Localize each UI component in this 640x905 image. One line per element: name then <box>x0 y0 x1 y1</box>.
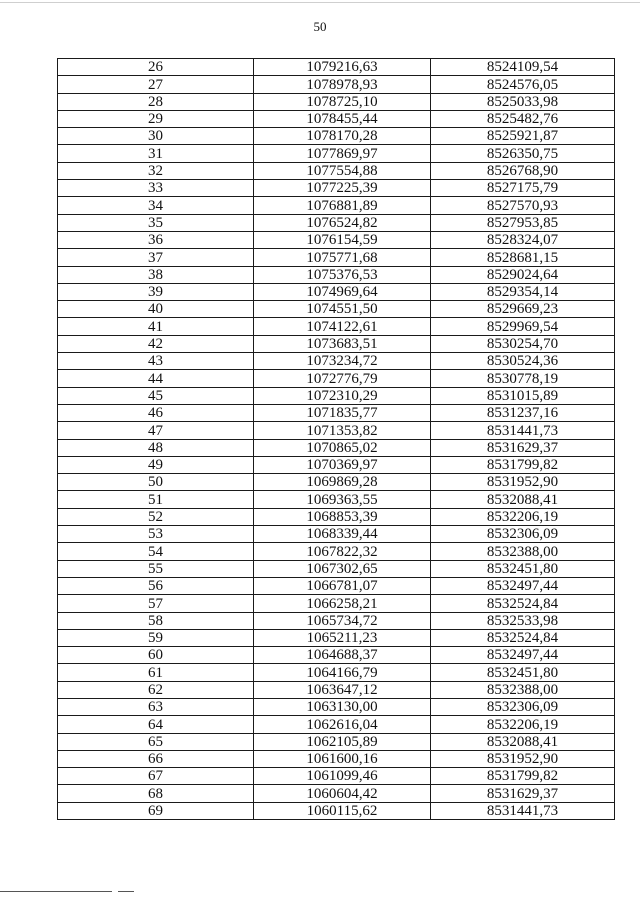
y-coordinate-cell: 8528681,15 <box>431 249 615 266</box>
point-number-cell: 43 <box>58 353 254 370</box>
table-row <box>58 128 615 145</box>
x-coordinate-cell: 1064166,79 <box>254 664 431 681</box>
point-number-cell: 42 <box>58 335 254 352</box>
table-row <box>58 214 615 231</box>
x-coordinate-cell: 1061099,46 <box>254 768 431 785</box>
table-row <box>58 595 615 612</box>
y-coordinate-cell: 8529024,64 <box>431 266 615 283</box>
table-row <box>58 197 615 214</box>
point-number-cell: 55 <box>58 560 254 577</box>
y-coordinate-cell: 8531629,37 <box>431 785 615 802</box>
x-coordinate-cell: 1062616,04 <box>254 716 431 733</box>
table-row <box>58 629 615 646</box>
table-row <box>58 353 615 370</box>
point-number-cell: 65 <box>58 733 254 750</box>
x-coordinate-cell: 1072310,29 <box>254 387 431 404</box>
table-row <box>58 335 615 352</box>
point-number-cell: 61 <box>58 664 254 681</box>
x-coordinate-cell: 1078455,44 <box>254 110 431 127</box>
y-coordinate-cell: 8532306,09 <box>431 526 615 543</box>
coordinates-table-body <box>58 59 615 820</box>
x-coordinate-cell: 1063130,00 <box>254 698 431 715</box>
point-number-cell: 33 <box>58 180 254 197</box>
y-coordinate-cell: 8530778,19 <box>431 370 615 387</box>
y-coordinate-cell: 8532533,98 <box>431 612 615 629</box>
x-coordinate-cell: 1060604,42 <box>254 785 431 802</box>
point-number-cell: 52 <box>58 508 254 525</box>
y-coordinate-cell: 8532524,84 <box>431 629 615 646</box>
y-coordinate-cell: 8529969,54 <box>431 318 615 335</box>
table-row <box>58 526 615 543</box>
table-row <box>58 577 615 594</box>
table-row <box>58 145 615 162</box>
y-coordinate-cell: 8525921,87 <box>431 128 615 145</box>
footer-rule-short <box>118 891 134 892</box>
point-number-cell: 54 <box>58 543 254 560</box>
y-coordinate-cell: 8531441,73 <box>431 422 615 439</box>
table-row <box>58 422 615 439</box>
x-coordinate-cell: 1078170,28 <box>254 128 431 145</box>
y-coordinate-cell: 8526350,75 <box>431 145 615 162</box>
table-row <box>58 750 615 767</box>
y-coordinate-cell: 8530254,70 <box>431 335 615 352</box>
table-row <box>58 370 615 387</box>
x-coordinate-cell: 1067822,32 <box>254 543 431 560</box>
point-number-cell: 66 <box>58 750 254 767</box>
table-row <box>58 404 615 421</box>
y-coordinate-cell: 8532497,44 <box>431 647 615 664</box>
table-row <box>58 93 615 110</box>
point-number-cell: 57 <box>58 595 254 612</box>
table-row <box>58 647 615 664</box>
page-number: 50 <box>313 19 327 34</box>
y-coordinate-cell: 8532451,80 <box>431 664 615 681</box>
table-row <box>58 283 615 300</box>
table-row <box>58 266 615 283</box>
y-coordinate-cell: 8532088,41 <box>431 733 615 750</box>
x-coordinate-cell: 1062105,89 <box>254 733 431 750</box>
y-coordinate-cell: 8527570,93 <box>431 197 615 214</box>
y-coordinate-cell: 8532388,00 <box>431 681 615 698</box>
x-coordinate-cell: 1068339,44 <box>254 526 431 543</box>
table-row <box>58 456 615 473</box>
y-coordinate-cell: 8532206,19 <box>431 716 615 733</box>
y-coordinate-cell: 8531629,37 <box>431 439 615 456</box>
point-number-cell: 62 <box>58 681 254 698</box>
table-row <box>58 560 615 577</box>
point-number-cell: 32 <box>58 162 254 179</box>
x-coordinate-cell: 1077869,97 <box>254 145 431 162</box>
table-row <box>58 249 615 266</box>
x-coordinate-cell: 1068853,39 <box>254 508 431 525</box>
page-top-edge <box>0 2 640 3</box>
table-row <box>58 716 615 733</box>
point-number-cell: 35 <box>58 214 254 231</box>
point-number-cell: 37 <box>58 249 254 266</box>
y-coordinate-cell: 8532524,84 <box>431 595 615 612</box>
x-coordinate-cell: 1076524,82 <box>254 214 431 231</box>
footer-rule <box>0 891 112 892</box>
table-row <box>58 162 615 179</box>
table-row <box>58 612 615 629</box>
table-row <box>58 543 615 560</box>
x-coordinate-cell: 1071835,77 <box>254 404 431 421</box>
point-number-cell: 60 <box>58 647 254 664</box>
table-row <box>58 664 615 681</box>
point-number-cell: 68 <box>58 785 254 802</box>
y-coordinate-cell: 8524109,54 <box>431 59 615 76</box>
y-coordinate-cell: 8524576,05 <box>431 76 615 93</box>
y-coordinate-cell: 8531441,73 <box>431 802 615 819</box>
point-number-cell: 56 <box>58 577 254 594</box>
point-number-cell: 63 <box>58 698 254 715</box>
x-coordinate-cell: 1074122,61 <box>254 318 431 335</box>
x-coordinate-cell: 1076154,59 <box>254 231 431 248</box>
table-row <box>58 474 615 491</box>
table-row <box>58 491 615 508</box>
point-number-cell: 51 <box>58 491 254 508</box>
y-coordinate-cell: 8532206,19 <box>431 508 615 525</box>
point-number-cell: 28 <box>58 93 254 110</box>
x-coordinate-cell: 1064688,37 <box>254 647 431 664</box>
y-coordinate-cell: 8532497,44 <box>431 577 615 594</box>
point-number-cell: 58 <box>58 612 254 629</box>
point-number-cell: 46 <box>58 404 254 421</box>
x-coordinate-cell: 1067302,65 <box>254 560 431 577</box>
coordinates-table <box>57 58 615 820</box>
x-coordinate-cell: 1076881,89 <box>254 197 431 214</box>
x-coordinate-cell: 1063647,12 <box>254 681 431 698</box>
table-row <box>58 76 615 93</box>
x-coordinate-cell: 1069869,28 <box>254 474 431 491</box>
table-row <box>58 733 615 750</box>
point-number-cell: 45 <box>58 387 254 404</box>
x-coordinate-cell: 1074969,64 <box>254 283 431 300</box>
point-number-cell: 30 <box>58 128 254 145</box>
y-coordinate-cell: 8525033,98 <box>431 93 615 110</box>
point-number-cell: 26 <box>58 59 254 76</box>
x-coordinate-cell: 1073234,72 <box>254 353 431 370</box>
y-coordinate-cell: 8530524,36 <box>431 353 615 370</box>
y-coordinate-cell: 8532388,00 <box>431 543 615 560</box>
x-coordinate-cell: 1065734,72 <box>254 612 431 629</box>
x-coordinate-cell: 1077554,88 <box>254 162 431 179</box>
table-row <box>58 318 615 335</box>
point-number-cell: 41 <box>58 318 254 335</box>
y-coordinate-cell: 8525482,76 <box>431 110 615 127</box>
y-coordinate-cell: 8527953,85 <box>431 214 615 231</box>
table-row <box>58 785 615 802</box>
x-coordinate-cell: 1066258,21 <box>254 595 431 612</box>
x-coordinate-cell: 1060115,62 <box>254 802 431 819</box>
x-coordinate-cell: 1075771,68 <box>254 249 431 266</box>
x-coordinate-cell: 1070865,02 <box>254 439 431 456</box>
table-row <box>58 439 615 456</box>
point-number-cell: 48 <box>58 439 254 456</box>
x-coordinate-cell: 1065211,23 <box>254 629 431 646</box>
point-number-cell: 50 <box>58 474 254 491</box>
point-number-cell: 53 <box>58 526 254 543</box>
table-row <box>58 681 615 698</box>
table-row <box>58 231 615 248</box>
table-row <box>58 508 615 525</box>
table-row <box>58 110 615 127</box>
y-coordinate-cell: 8532306,09 <box>431 698 615 715</box>
table-row <box>58 59 615 76</box>
table-row <box>58 301 615 318</box>
x-coordinate-cell: 1077225,39 <box>254 180 431 197</box>
y-coordinate-cell: 8529669,23 <box>431 301 615 318</box>
table-row <box>58 180 615 197</box>
point-number-cell: 27 <box>58 76 254 93</box>
x-coordinate-cell: 1073683,51 <box>254 335 431 352</box>
table-row <box>58 698 615 715</box>
y-coordinate-cell: 8527175,79 <box>431 180 615 197</box>
y-coordinate-cell: 8531799,82 <box>431 768 615 785</box>
point-number-cell: 34 <box>58 197 254 214</box>
point-number-cell: 69 <box>58 802 254 819</box>
y-coordinate-cell: 8529354,14 <box>431 283 615 300</box>
point-number-cell: 49 <box>58 456 254 473</box>
x-coordinate-cell: 1072776,79 <box>254 370 431 387</box>
x-coordinate-cell: 1071353,82 <box>254 422 431 439</box>
x-coordinate-cell: 1078978,93 <box>254 76 431 93</box>
x-coordinate-cell: 1070369,97 <box>254 456 431 473</box>
point-number-cell: 40 <box>58 301 254 318</box>
point-number-cell: 67 <box>58 768 254 785</box>
point-number-cell: 31 <box>58 145 254 162</box>
point-number-cell: 59 <box>58 629 254 646</box>
point-number-cell: 29 <box>58 110 254 127</box>
y-coordinate-cell: 8531952,90 <box>431 750 615 767</box>
y-coordinate-cell: 8532451,80 <box>431 560 615 577</box>
x-coordinate-cell: 1079216,63 <box>254 59 431 76</box>
table-row <box>58 768 615 785</box>
x-coordinate-cell: 1074551,50 <box>254 301 431 318</box>
table-row <box>58 387 615 404</box>
y-coordinate-cell: 8531237,16 <box>431 404 615 421</box>
x-coordinate-cell: 1078725,10 <box>254 93 431 110</box>
y-coordinate-cell: 8531952,90 <box>431 474 615 491</box>
y-coordinate-cell: 8531799,82 <box>431 456 615 473</box>
point-number-cell: 44 <box>58 370 254 387</box>
point-number-cell: 38 <box>58 266 254 283</box>
y-coordinate-cell: 8531015,89 <box>431 387 615 404</box>
point-number-cell: 36 <box>58 231 254 248</box>
point-number-cell: 64 <box>58 716 254 733</box>
point-number-cell: 47 <box>58 422 254 439</box>
point-number-cell: 39 <box>58 283 254 300</box>
x-coordinate-cell: 1069363,55 <box>254 491 431 508</box>
y-coordinate-cell: 8532088,41 <box>431 491 615 508</box>
x-coordinate-cell: 1061600,16 <box>254 750 431 767</box>
y-coordinate-cell: 8526768,90 <box>431 162 615 179</box>
x-coordinate-cell: 1066781,07 <box>254 577 431 594</box>
y-coordinate-cell: 8528324,07 <box>431 231 615 248</box>
table-row <box>58 802 615 819</box>
x-coordinate-cell: 1075376,53 <box>254 266 431 283</box>
